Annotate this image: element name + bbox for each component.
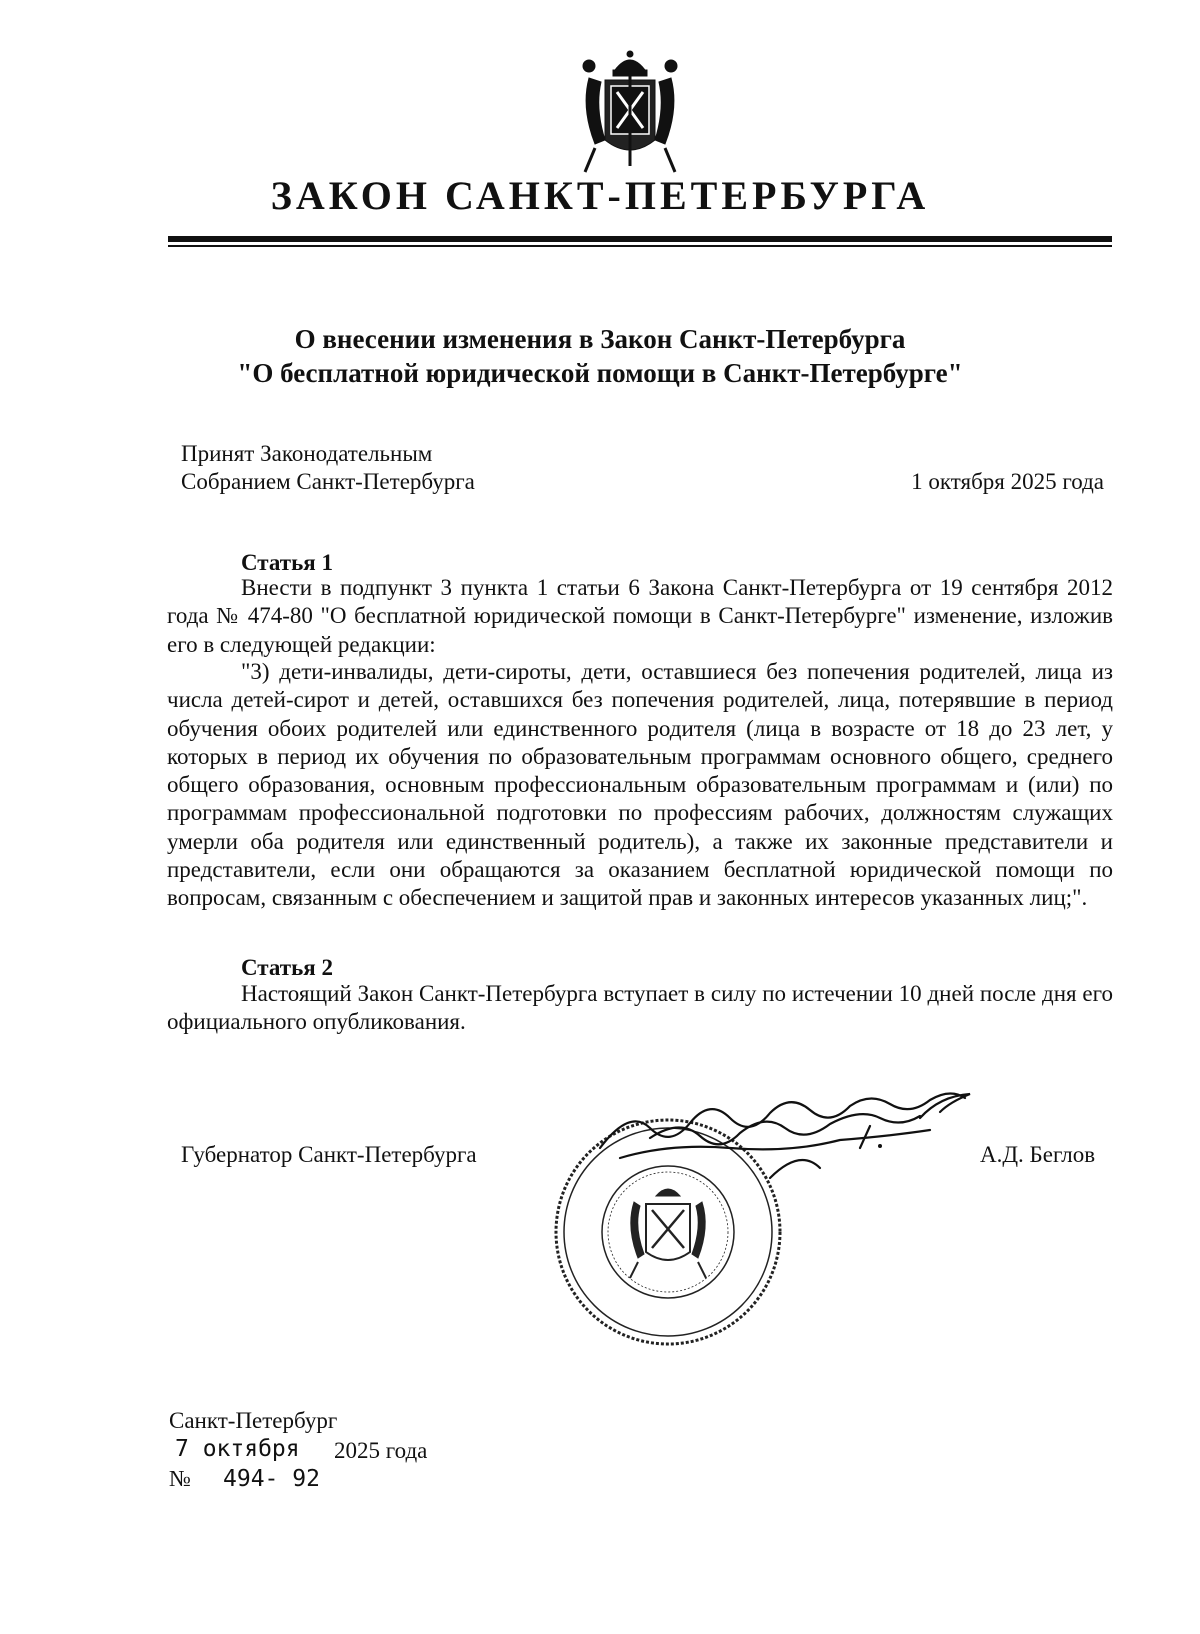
- article-1-paragraph-1: Внести в подпункт 3 пункта 1 статьи 6 Закона Санкт-Петербурга от 19 сентября 2012 года № 474-80 "О бесплатной юридической помощи в Санкт-Петербурге" изменение, изложив его в следующей редакции:: [167, 575, 1113, 657]
- law-number: 494- 92: [223, 1466, 320, 1492]
- signing-date-year: 2025 года: [334, 1438, 428, 1463]
- coat-of-arms-icon: [575, 48, 685, 178]
- signatory-name: А.Д. Беглов: [980, 1142, 1096, 1167]
- header-rule-thin: [168, 245, 1112, 247]
- article-1-paragraph-2: "3) дети-инвалиды, дети-сироты, дети, оставшиеся без попечения родителей, лица из числа детей-сирот и детей, оставшихся без попечения родителей, лица, потерявшие в период обучения обоих родителей или единственного родителя (лица в возрасте от 18 до 23 лет, у которых в период их обучения по образовательным программам основного общего, среднего общего образования, основным профессиональным образовательным программам и (или) по программам профессиональной подготовки по профессиям рабочих, должностям служащих умерли оба родителя или единственный родитель), а также их законные представители и представители, если они обращаются за оказанием бесплатной юридической помощи по вопросам, связанным с обеспечением и защитой прав и законных интересов указанных лиц;".: [167, 659, 1113, 911]
- adoption-note: [181, 440, 475, 496]
- signing-place: Санкт-Петербург: [169, 1408, 338, 1433]
- law-title-line1: О внесении изменения в Закон Санкт-Петербурга: [294, 324, 906, 354]
- adoption-line2: Собранием Санкт-Петербурга: [181, 469, 475, 494]
- law-number-prefix: №: [169, 1466, 191, 1491]
- article-2-heading: Статья 2: [241, 955, 333, 980]
- adoption-date: 1 октября 2025 года: [911, 469, 1104, 494]
- adoption-line1: Принят Законодательным: [181, 441, 433, 466]
- handwritten-signature: [590, 1088, 1020, 1198]
- document-type-heading: ЗАКОН САНКТ-ПЕТЕРБУРГА: [270, 173, 930, 218]
- signing-date-day: 7 октября: [175, 1436, 300, 1462]
- header-rule-thick: [168, 236, 1112, 242]
- article-1-heading: Статья 1: [241, 550, 333, 575]
- law-title: [0, 322, 1200, 390]
- law-title-line2: "О бесплатной юридической помощи в Санкт-Петербурге": [237, 358, 963, 388]
- article-2-paragraph-1: Настоящий Закон Санкт-Петербурга вступает в силу по истечении 10 дней после дня его официального опубликования.: [167, 981, 1113, 1035]
- signatory-position: Губернатор Санкт-Петербурга: [181, 1142, 477, 1167]
